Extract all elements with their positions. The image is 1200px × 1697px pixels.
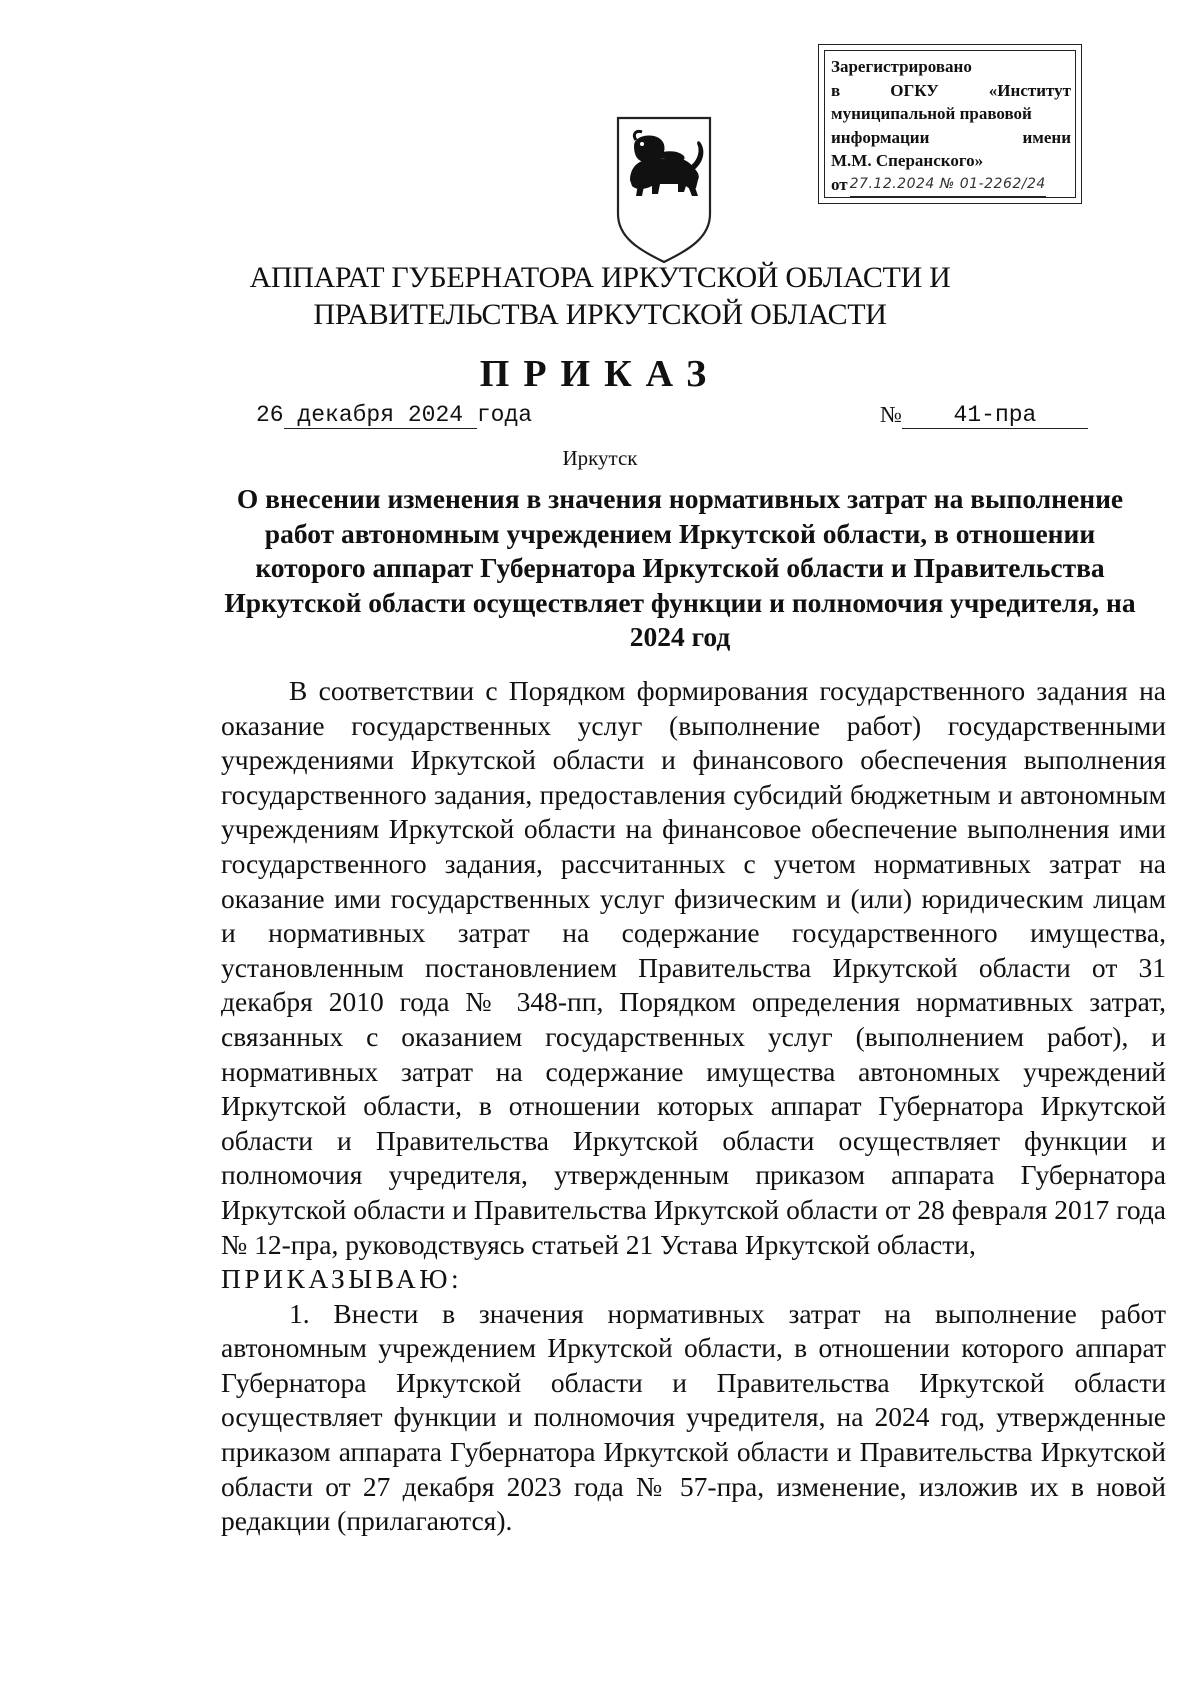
order-date (256, 402, 532, 428)
order-item-1: 1. Внести в значения нормативных затрат на выполнение работ автономным учреждением Иркутской области, в отношении которого аппарат Губернатора Иркутской области и Правительства Иркутской области осуществляет функции и полномочия учредителя, на 2024 год, утвержденные приказом аппарата Губернатора Иркутской области и Правительства Иркутской области от 27 декабря 2023 года № 57-пра, изменение, изложив их в новой редакции (прилагаются). (221, 1297, 1166, 1537)
preamble-paragraph: В соответствии с Порядком формирования государственного задания на оказание государственных услуг (выполнение работ) государственными учреждениями Иркутской области и финансового обеспечения выполнения государственного задания, предоставления субсидий бюджетным и автономным учреждениям Иркутской области на финансовое обеспечение выполнения ими государственного задания, рассчитанных с учетом нормативных затрат на оказание ими государственных услуг физическим и (или) юридическим лицам и нормативных затрат на содержание государственного имущества, установленным постановлением Правительства Иркутской области от 31 декабря 2010 года № 348-пп, Порядком определения нормативных затрат, связанных с оказанием государственных услуг (выполнением работ), и нормативных затрат на содержание имущества автономных учреждений Иркутской области, в отношении которых аппарат Губернатора Иркутской области и Правительства Иркутской области осуществляет функции и полномочия учредителя, утвержденным приказом аппарата Губернатора Иркутской области и Правительства Иркутской области от 28 февраля 2017 года № 12-пра, руководствуясь статьей 21 Устава Иркутской области, (221, 675, 1166, 1260)
stamp-in-text: в (831, 80, 841, 100)
issue-city: Иркутск (562, 446, 638, 470)
order-number-value: 41-пра (902, 402, 1088, 429)
stamp-municipal-text: муниципальной правовой (831, 104, 1032, 123)
organization-title-line-2: ПРАВИТЕЛЬСТВА ИРКУТСКОЙ ОБЛАСТИ (313, 298, 887, 331)
document-type-title: ПРИКАЗ (479, 353, 721, 395)
organization-title-line-1: АППАРАТ ГУБЕРНАТОРА ИРКУТСКОЙ ОБЛАСТИ И (249, 261, 951, 294)
stamp-line-4 (831, 126, 1071, 150)
irkutsk-coat-of-arms-icon (612, 110, 716, 266)
order-number (880, 402, 1088, 429)
registration-stamp (818, 44, 1082, 204)
stamp-registered-text: Зарегистрировано (831, 57, 972, 76)
stamp-line-3 (831, 102, 1071, 126)
order-subject-heading: О внесении изменения в значения нормативных затрат на выполнение работ автономным учреждением Иркутской области, в отношении которого аппарат Губернатора Иркутской области и Правительства Иркутской области осуществляет функции и полномочия учредителя, на 2024 год (224, 483, 1136, 652)
stamp-institute-text: «Институт (988, 80, 1071, 100)
order-body (221, 674, 1166, 1539)
order-number-label: № (880, 402, 902, 427)
stamp-information-text: информации (831, 127, 930, 147)
stamp-line-6 (831, 173, 1071, 198)
stamp-name-text: имени (1022, 127, 1071, 147)
order-directive-word: ПРИКАЗЫВАЮ: (221, 1263, 463, 1295)
stamp-from-text: от (831, 174, 848, 194)
stamp-line-5 (831, 149, 1071, 173)
stamp-line-2 (831, 79, 1071, 103)
stamp-speransky-text: М.М. Сперанского» (831, 151, 984, 170)
order-date-day: 26 (256, 402, 284, 428)
order-date-month-year: декабря 2024 (297, 402, 464, 428)
order-date-suffix: года (476, 402, 533, 428)
stamp-ogku-text: ОГКУ (890, 80, 939, 100)
stamp-line-1 (831, 55, 1071, 79)
registration-stamp-inner (824, 50, 1076, 198)
stamp-handwritten-registration: 27.12.2024 № 01-2262/24 (850, 173, 1046, 198)
